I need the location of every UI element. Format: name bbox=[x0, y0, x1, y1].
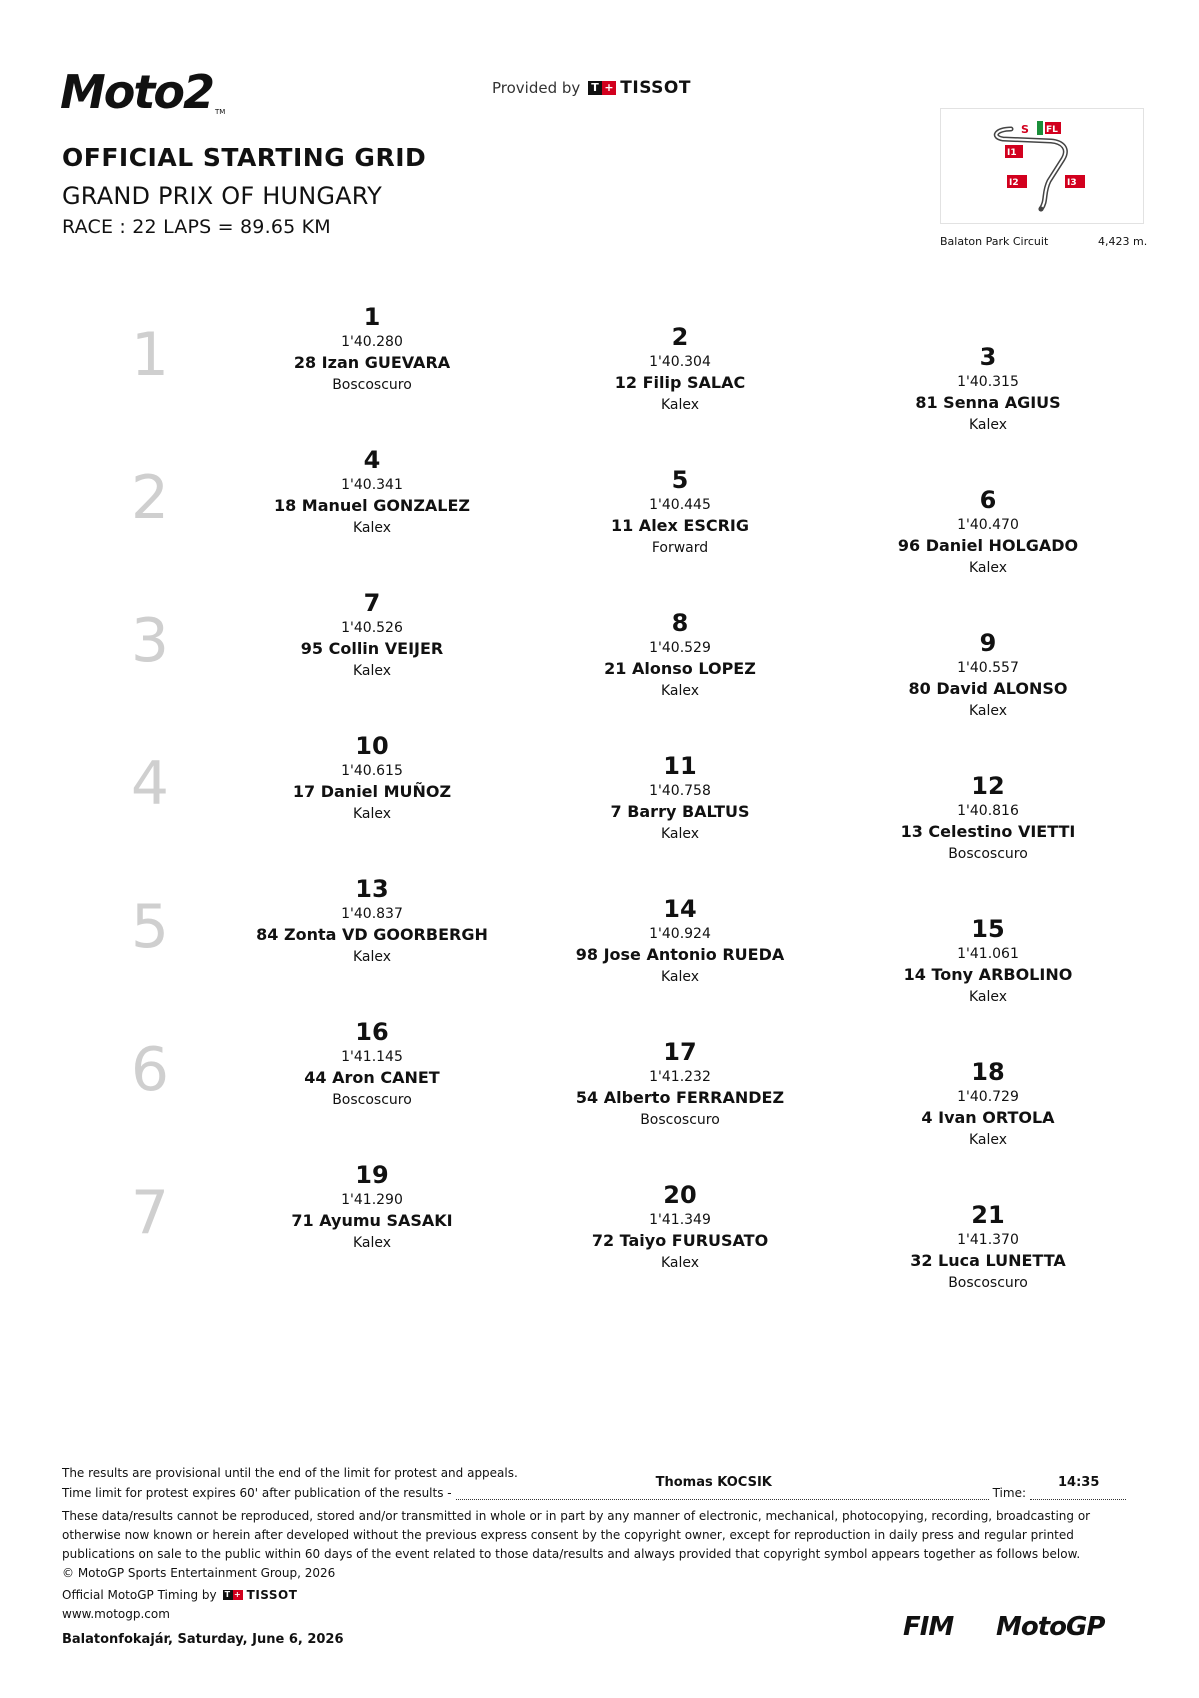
rider-name: 11 Alex ESCRIG bbox=[610, 516, 750, 535]
tissot-cross-icon: T + bbox=[588, 81, 616, 95]
grid-slot bbox=[222, 1018, 522, 1111]
grid-position: 6 bbox=[979, 486, 997, 514]
publication-time: 14:35 bbox=[1058, 1475, 1100, 1490]
grid-slot bbox=[838, 1201, 1138, 1294]
tissot-cross-icon: T + bbox=[223, 1590, 243, 1600]
place-and-date: Balatonfokajár, Saturday, June 6, 2026 bbox=[62, 1632, 344, 1647]
team-name: Kalex bbox=[352, 663, 392, 679]
team-name: Boscoscuro bbox=[640, 1112, 720, 1128]
grid-slot bbox=[838, 1058, 1138, 1151]
tissot-logo-text: TISSOT bbox=[620, 78, 691, 98]
grid-position: 2 bbox=[671, 323, 689, 351]
grid-position: 5 bbox=[671, 466, 689, 494]
time-label: Time: bbox=[992, 1486, 1026, 1500]
qualifying-time: 1'40.816 bbox=[957, 803, 1019, 819]
circuit-label-i3: I3 bbox=[1067, 178, 1077, 188]
qualifying-time: 1'40.304 bbox=[649, 354, 711, 370]
grid-row-number: 3 bbox=[130, 606, 170, 676]
rider-name: 13 Celestino VIETTI bbox=[900, 822, 1076, 841]
team-name: Boscoscuro bbox=[332, 377, 412, 393]
qualifying-time: 1'40.615 bbox=[341, 763, 403, 779]
qualifying-time: 1'40.470 bbox=[957, 517, 1019, 533]
circuit-name: Balaton Park Circuit bbox=[940, 235, 1049, 248]
rider-name: 32 Luca LUNETTA bbox=[910, 1251, 1066, 1270]
grid-position: 9 bbox=[979, 629, 997, 657]
team-name: Kalex bbox=[660, 397, 700, 413]
grid-position: 17 bbox=[663, 1038, 697, 1066]
rider-name: 95 Collin VEIJER bbox=[300, 639, 444, 658]
document-title: OFFICIAL STARTING GRID bbox=[62, 143, 427, 172]
grid-slot bbox=[838, 772, 1138, 865]
team-name: Boscoscuro bbox=[948, 1275, 1028, 1291]
circuit-label-i2: I2 bbox=[1009, 178, 1019, 188]
qualifying-time: 1'40.729 bbox=[957, 1089, 1019, 1105]
grid-row-number: 7 bbox=[130, 1178, 170, 1248]
signature-line bbox=[456, 1475, 989, 1500]
qualifying-time: 1'41.232 bbox=[649, 1069, 711, 1085]
grid-slot bbox=[530, 1181, 830, 1274]
qualifying-time: 1'40.315 bbox=[957, 374, 1019, 390]
trademark-mark: TM bbox=[214, 108, 226, 116]
team-name: Kalex bbox=[660, 826, 700, 842]
circuit-map bbox=[940, 108, 1144, 224]
fim-logo: FIM bbox=[903, 1612, 954, 1642]
team-name: Kalex bbox=[352, 949, 392, 965]
grid-slot bbox=[530, 323, 830, 416]
rider-name: 14 Tony ARBOLINO bbox=[903, 965, 1073, 984]
grid-position: 11 bbox=[663, 752, 697, 780]
grid-row-number: 5 bbox=[130, 892, 170, 962]
protest-line bbox=[62, 1475, 1130, 1500]
tissot-logo-text: TISSOT bbox=[246, 1588, 298, 1602]
qualifying-time: 1'40.526 bbox=[341, 620, 403, 636]
qualifying-time: 1'40.924 bbox=[649, 926, 711, 942]
grid-position: 10 bbox=[355, 732, 389, 760]
website-link[interactable]: www.motogp.com bbox=[62, 1607, 170, 1621]
copyright-disclaimer: These data/results cannot be reproduced, stored and/or transmitted in whole or in part by any manner of electronic, mechanical, photocopying, recording, broadcasting or otherwise now known or herein after developed without the previous express consent by the copyright owner, except for reproduction in daily press and regular printed publications on sale to the public within 60 days of the event related to those data/results and always provided that copyright symbol appears together as follows below. bbox=[62, 1509, 1091, 1561]
team-name: Kalex bbox=[352, 806, 392, 822]
qualifying-time: 1'41.061 bbox=[957, 946, 1019, 962]
grid-slot bbox=[222, 446, 522, 539]
rider-name: 80 David ALONSO bbox=[908, 679, 1068, 698]
rider-name: 17 Daniel MUÑOZ bbox=[292, 782, 452, 801]
grid-slot bbox=[838, 629, 1138, 722]
circuit-map-graphic bbox=[941, 109, 1143, 223]
team-name: Kalex bbox=[660, 969, 700, 985]
circuit-label-finish-line: FL bbox=[1046, 125, 1058, 135]
grid-slot bbox=[222, 589, 522, 682]
grid-slot bbox=[838, 915, 1138, 1008]
grid-position: 19 bbox=[355, 1161, 389, 1189]
grid-slot bbox=[530, 752, 830, 845]
team-name: Kalex bbox=[968, 989, 1008, 1005]
qualifying-time: 1'41.290 bbox=[341, 1192, 403, 1208]
rider-name: 71 Ayumu SASAKI bbox=[291, 1211, 453, 1230]
race-info: RACE : 22 LAPS = 89.65 KM bbox=[62, 216, 331, 238]
grid-row-number: 6 bbox=[130, 1035, 170, 1105]
time-line bbox=[1030, 1475, 1126, 1500]
team-name: Kalex bbox=[660, 683, 700, 699]
team-name: Kalex bbox=[660, 1255, 700, 1271]
qualifying-time: 1'40.557 bbox=[957, 660, 1019, 676]
grid-row-number: 4 bbox=[130, 749, 170, 819]
grid-slot bbox=[838, 343, 1138, 436]
rider-name: 81 Senna AGIUS bbox=[915, 393, 1061, 412]
circuit-label-start: S bbox=[1021, 123, 1029, 136]
team-name: Boscoscuro bbox=[948, 846, 1028, 862]
provided-by bbox=[492, 78, 691, 98]
official-timing-label: Official MotoGP Timing by bbox=[62, 1588, 217, 1602]
grid-position: 4 bbox=[363, 446, 381, 474]
rider-name: 96 Daniel HOLGADO bbox=[897, 536, 1079, 555]
rider-name: 72 Taiyo FURUSATO bbox=[591, 1231, 769, 1250]
grid-slot bbox=[222, 732, 522, 825]
grid-slot bbox=[222, 1161, 522, 1254]
grid-position: 15 bbox=[971, 915, 1005, 943]
rider-name: 7 Barry BALTUS bbox=[610, 802, 750, 821]
provided-by-label: Provided by bbox=[492, 79, 581, 97]
grid-slot bbox=[222, 303, 522, 396]
rider-name: 4 Ivan ORTOLA bbox=[921, 1108, 1055, 1127]
grid-position: 13 bbox=[355, 875, 389, 903]
grid-row-number: 1 bbox=[130, 320, 170, 390]
qualifying-time: 1'40.445 bbox=[649, 497, 711, 513]
event-name: GRAND PRIX OF HUNGARY bbox=[62, 182, 382, 210]
circuit-length: 4,423 m. bbox=[1098, 235, 1148, 248]
protest-limit-text: Time limit for protest expires 60' after publication of the results - bbox=[62, 1486, 452, 1500]
rider-name: 18 Manuel GONZALEZ bbox=[273, 496, 471, 515]
grid-slot bbox=[530, 895, 830, 988]
qualifying-time: 1'40.758 bbox=[649, 783, 711, 799]
grid-position: 21 bbox=[971, 1201, 1005, 1229]
official-timing bbox=[62, 1588, 297, 1602]
circuit-label-i1: I1 bbox=[1007, 148, 1017, 158]
team-name: Kalex bbox=[968, 1132, 1008, 1148]
rider-name: 44 Aron CANET bbox=[304, 1068, 440, 1087]
rider-name: 54 Alberto FERRANDEZ bbox=[575, 1088, 785, 1107]
qualifying-time: 1'40.280 bbox=[341, 334, 403, 350]
grid-position: 3 bbox=[979, 343, 997, 371]
qualifying-time: 1'40.529 bbox=[649, 640, 711, 656]
grid-slot bbox=[530, 609, 830, 702]
grid-position: 1 bbox=[363, 303, 381, 331]
tissot-logo bbox=[588, 78, 691, 98]
grid-position: 14 bbox=[663, 895, 697, 923]
grid-position: 18 bbox=[971, 1058, 1005, 1086]
rider-name: 21 Alonso LOPEZ bbox=[604, 659, 756, 678]
moto2-logo-text: Moto2 bbox=[60, 65, 213, 119]
moto2-logo bbox=[60, 65, 290, 119]
grid-slot bbox=[222, 875, 522, 968]
copyright-line: © MotoGP Sports Entertainment Group, 2026 bbox=[62, 1566, 336, 1580]
grid-slot bbox=[530, 466, 830, 559]
qualifying-time: 1'41.349 bbox=[649, 1212, 711, 1228]
team-name: Kalex bbox=[968, 703, 1008, 719]
provisional-notice: The results are provisional until the end of the limit for protest and appeals. bbox=[62, 1466, 518, 1480]
grid-position: 12 bbox=[971, 772, 1005, 800]
grid-slot bbox=[530, 1038, 830, 1131]
team-name: Kalex bbox=[968, 560, 1008, 576]
rider-name: 12 Filip SALAC bbox=[614, 373, 746, 392]
grid-position: 20 bbox=[663, 1181, 697, 1209]
grid-slot bbox=[838, 486, 1138, 579]
qualifying-time: 1'41.145 bbox=[341, 1049, 403, 1065]
qualifying-time: 1'41.370 bbox=[957, 1232, 1019, 1248]
qualifying-time: 1'40.837 bbox=[341, 906, 403, 922]
motogp-logo: MotoGP bbox=[996, 1612, 1105, 1642]
race-director-name: Thomas KOCSIK bbox=[655, 1475, 772, 1490]
rider-name: 28 Izan GUEVARA bbox=[293, 353, 451, 372]
grid-position: 8 bbox=[671, 609, 689, 637]
rider-name: 84 Zonta VD GOORBERGH bbox=[256, 925, 488, 944]
team-name: Kalex bbox=[968, 417, 1008, 433]
grid-row-number: 2 bbox=[130, 463, 170, 533]
grid-position: 7 bbox=[363, 589, 381, 617]
grid-position: 16 bbox=[355, 1018, 389, 1046]
team-name: Kalex bbox=[352, 1235, 392, 1251]
tissot-logo-small bbox=[223, 1588, 298, 1602]
team-name: Kalex bbox=[352, 520, 392, 536]
qualifying-time: 1'40.341 bbox=[341, 477, 403, 493]
team-name: Boscoscuro bbox=[332, 1092, 412, 1108]
team-name: Forward bbox=[651, 540, 709, 556]
rider-name: 98 Jose Antonio RUEDA bbox=[575, 945, 785, 964]
